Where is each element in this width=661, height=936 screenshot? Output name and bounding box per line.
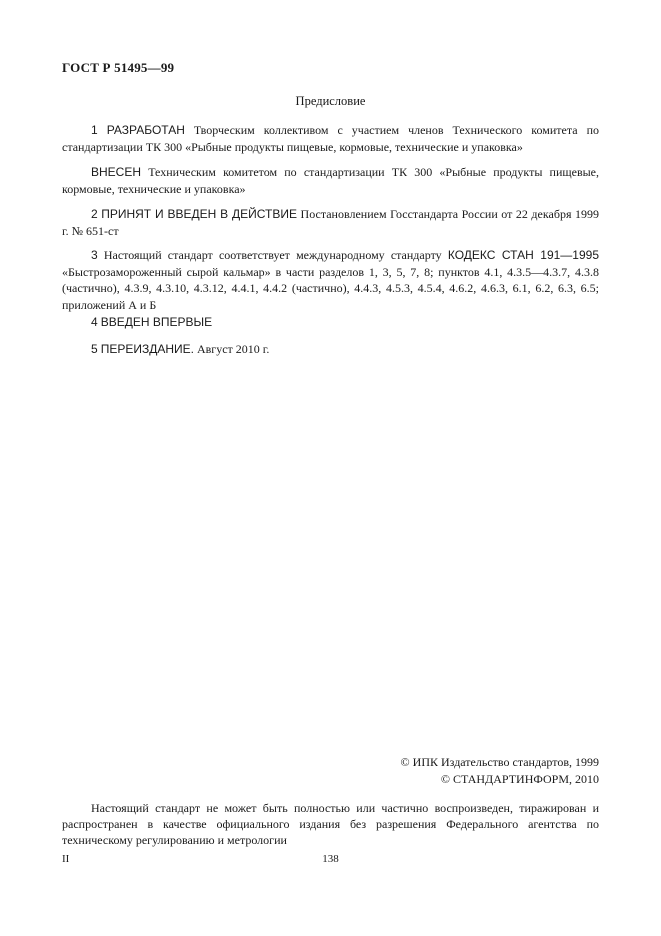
paragraph-number: 4 <box>91 315 98 329</box>
paragraph-text: Постановлением Госстандарта России от 22 декабря 1999 г. № 651-ст <box>62 207 599 238</box>
roman-page-number: II <box>62 853 70 865</box>
paragraph-number: 5 <box>91 342 98 356</box>
paragraph-5 <box>62 341 599 358</box>
paragraph-text: «Быстрозамороженный сырой кальмар» в части разделов 1, 3, 5, 7, 8; пунктов 4.1, 4.3.5—4.3.7, 4.3.8 (частично), 4.3.9, 4.3.10, 4.3.12, 4.4.1, 4.4.2 (частично), 4.4.3, 4.5.3, 4.5.4, 4.6.2, 4.6.3, 6.1, 6.2, 6.3, 6.5; приложений А и Б <box>62 264 599 312</box>
page-number: 138 <box>322 853 339 865</box>
paragraph-lead: ПРИНЯТ И ВВЕДЕН В ДЕЙСТВИЕ <box>101 207 298 221</box>
paragraph-lead: РАЗРАБОТАН <box>106 123 185 137</box>
paragraph-lead: КОДЕКС СТАН 191—1995 <box>447 248 599 262</box>
paragraph-text: Настоящий стандарт соответствует международному стандарту <box>103 248 442 262</box>
section-title: Предисловие <box>295 94 366 108</box>
paragraph-2 <box>62 206 599 239</box>
paragraph-text: Август 2010 г. <box>196 342 270 356</box>
paragraph-text: Техническим комитетом по стандартизации ТК 300 «Рыбные продукты пищевые, кормовые, технические и упаковка» <box>62 165 600 196</box>
paragraph-lead: ВНЕСЕН <box>91 165 142 179</box>
paragraph-number: 3 <box>91 248 98 262</box>
paragraph-lead: ВВЕДЕН ВПЕРВЫЕ <box>100 315 213 329</box>
paragraph-number: 1 <box>91 123 98 137</box>
paragraph-4 <box>62 314 599 331</box>
document-code: ГОСТ Р 51495—99 <box>62 60 175 75</box>
paragraph-1b <box>62 164 599 197</box>
reproduction-notice: Настоящий стандарт не может быть полностью или частично воспроизведен, тиражирован и распространен в качестве официального издания без разрешения Федерального агентства по техническому регулированию и метрологии <box>62 801 599 847</box>
paragraph-number: 2 <box>91 207 98 221</box>
paragraph-3 <box>62 247 599 313</box>
copyright-line-1: © ИПК Издательство стандартов, 1999 <box>400 755 599 769</box>
copyright-line-2: © СТАНДАРТИНФОРМ, 2010 <box>440 772 599 786</box>
paragraph-text: Творческим коллективом с участием членов Технического комитета по стандартизации ТК 300 «Рыбные продукты пищевые, кормовые, технические и упаковка» <box>62 123 599 154</box>
copyright-block <box>401 754 599 788</box>
paragraph-lead: ПЕРЕИЗДАНИЕ. <box>100 342 194 356</box>
paragraph-1 <box>62 122 599 155</box>
